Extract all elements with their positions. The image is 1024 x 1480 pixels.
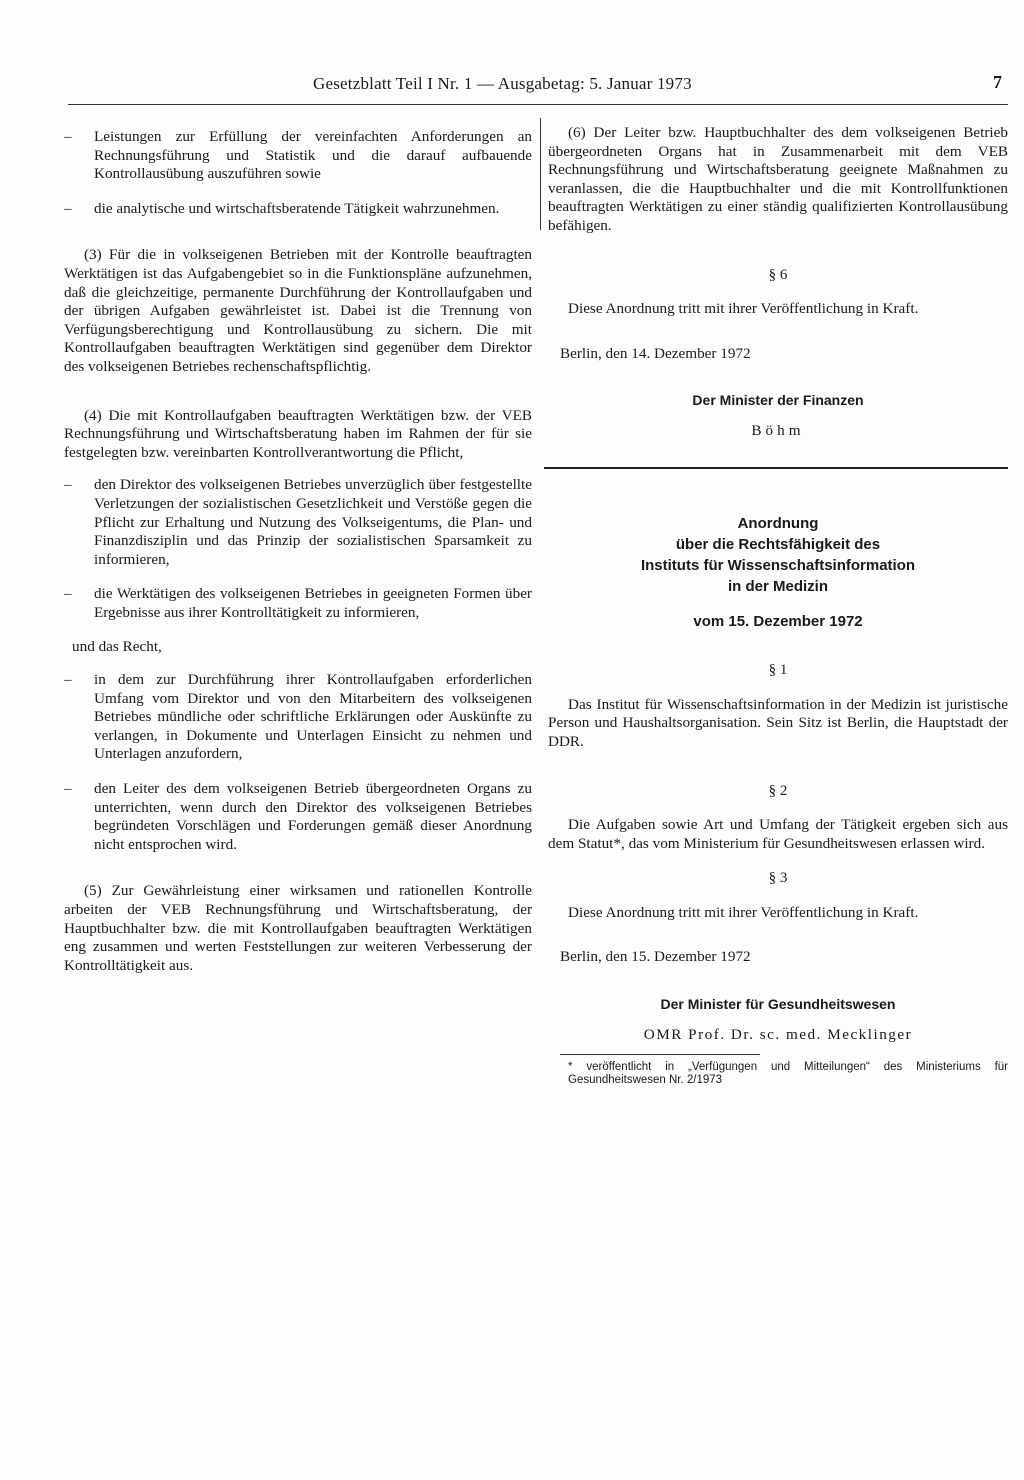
paragraph-6: (6) Der Leiter bzw. Hauptbuchhalter des dem volkseigenen Betrieb übergeordneten Organs hat in Zusammenarbeit mit dem VEB Rechnungsführung und Wirtschaftsberatung geeignete Maßnahmen zu veranlassen, die die Hauptbuchhalter und die mit Kontrollfunktionen beauftragten Werktätigen zu einer ständig qualifizierten Kontrollausübung befähigen. (548, 124, 1008, 234)
header-title: Gesetzblatt Teil I Nr. 1 — Ausgabetag: 5. Januar 1973 (313, 74, 692, 93)
section-3-text: Diese Anordnung tritt mit ihrer Veröffentlichung in Kraft. (568, 903, 919, 921)
column-divider (540, 118, 541, 230)
section-6-text: Diese Anordnung tritt mit ihrer Veröffentlichung in Kraft. (568, 300, 919, 318)
left-column (64, 128, 532, 1005)
list-item: – die analytische und wirtschaftsberatende Tätigkeit wahrzunehmen. (64, 199, 500, 217)
duty-list (64, 476, 532, 622)
header-rule (68, 104, 1008, 105)
top-list (64, 128, 532, 218)
footnote: * veröffentlicht in „Verfügungen und Mitteilungen“ des Ministeriums für Gesundheitswesen Nr. 2/1973 (568, 1061, 1008, 1087)
footnote-rule (560, 1054, 760, 1055)
paragraph-5: (5) Zur Gewährleistung einer wirksamen und rationellen Kontrolle arbeiten der VEB Rechnungsführung und Wirtschaftsberatung, der Hauptbuchhalter bzw. die mit Kontrollaufgaben beauftragten Werktätigen eng zusammen und werten Feststellungen zur weiteren Verbesserung der Kontrolltätigkeit aus. (64, 882, 532, 974)
section-2-text: Die Aufgaben sowie Art und Umfang der Tätigkeit ergeben sich aus dem Statut*, das vom Ministerium für Gesundheitswesen erlassen wird. (548, 816, 1008, 852)
paragraph-4: (4) Die mit Kontrollaufgaben beauftragten Werktätigen bzw. der VEB Rechnungsführung und Wirtschaftsberatung haben im Rahmen der für sie festgelegten bzw. vereinbarten Kontrollverantwortung die Pflicht, (64, 406, 532, 461)
page-number: 7 (993, 72, 1002, 92)
section-6-label: § 6 (768, 266, 788, 283)
signer-title-2: Der Minister für Gesundheitswesen (660, 996, 896, 1013)
list-item: – Leistungen zur Erfüllung der vereinfachten Anforderungen an Rechnungsführung und Statistik und die darauf aufbauende Kontrollausübung auszuführen sowie (64, 128, 532, 183)
section-1-text: Das Institut für Wissenschaftsinformation in der Medizin ist juristische Person und Haushaltsorganisation. Sein Sitz ist Berlin, die Hauptstadt der DDR. (548, 695, 1008, 750)
list-item: – die Werktätigen des volkseigenen Betriebes in geeigneten Formen über Ergebnisse aus ihrer Kontrolltätigkeit zu informieren, (64, 585, 532, 621)
section-2-label: § 2 (768, 782, 788, 799)
signer-title-1: Der Minister der Finanzen (692, 392, 864, 409)
und-das-recht: und das Recht, (72, 638, 162, 656)
signer-name-2: OMR Prof. Dr. sc. med. Mecklinger (643, 1025, 913, 1043)
section-1-label: § 1 (768, 662, 788, 679)
list-item: – den Direktor des volkseigenen Betriebes unverzüglich über festgestellte Verletzungen der sozialistischen Gesetzlichkeit und Verstöße gegen die Pflicht zur Erhaltung und Nutzung des Volkseigentums, die Plan- und Finanzdisziplin und das Prinzip der sozialistischen Sparsamkeit zu informieren, (64, 476, 532, 568)
list-item: – in dem zur Durchführung ihrer Kontrollaufgaben erforderlichen Umfang vom Direktor und von den Mitarbeitern des volkseigenen Betriebes mündliche oder schriftliche Erklärungen oder Auskünfte zu verlangen, in Dokumente und Unterlagen Einsicht zu nehmen und Unterlagen anzufordern, (64, 671, 532, 763)
section-divider (544, 467, 1008, 469)
ordinance-date: vom 15. Dezember 1972 (693, 612, 863, 630)
right-list (64, 671, 532, 854)
section-3-label: § 3 (768, 870, 788, 887)
list-item: – den Leiter des dem volkseigenen Betrieb übergeordneten Organs zu unterrichten, wenn durch den Direktor des volkseigenen Betriebes begründeten Vorschlägen und Forderungen gemäß dieser Anordnung nicht entsprochen wird. (64, 780, 532, 853)
right-column (548, 124, 1008, 1087)
paragraph-3: (3) Für die in volkseigenen Betrieben mit der Kontrolle beauftragten Werktätigen ist das Aufgabengebiet so in die Funktionspläne aufzunehmen, daß die gleichzeitige, permanente Durchführung der Kontrollaufgaben und der übrigen Aufgaben gewährleistet ist. Dabei ist die Trennung von Verfügungsberechtigung und Kontrollausübung zu sichern. Die mit Kontrollaufgaben beauftragten Werktätigen sind gegenüber dem Direktor des volkseigenen Betriebes rechenschaftspflichtig. (64, 246, 532, 375)
ordinance-heading: Anordnung über die Rechtsfähigkeit des Instituts für Wissenschaftsinformation in der Medizin (640, 514, 916, 595)
place-date-2: Berlin, den 15. Dezember 1972 (560, 948, 751, 966)
place-date-1: Berlin, den 14. Dezember 1972 (560, 344, 751, 362)
signer-name-1: Böhm (751, 421, 805, 439)
